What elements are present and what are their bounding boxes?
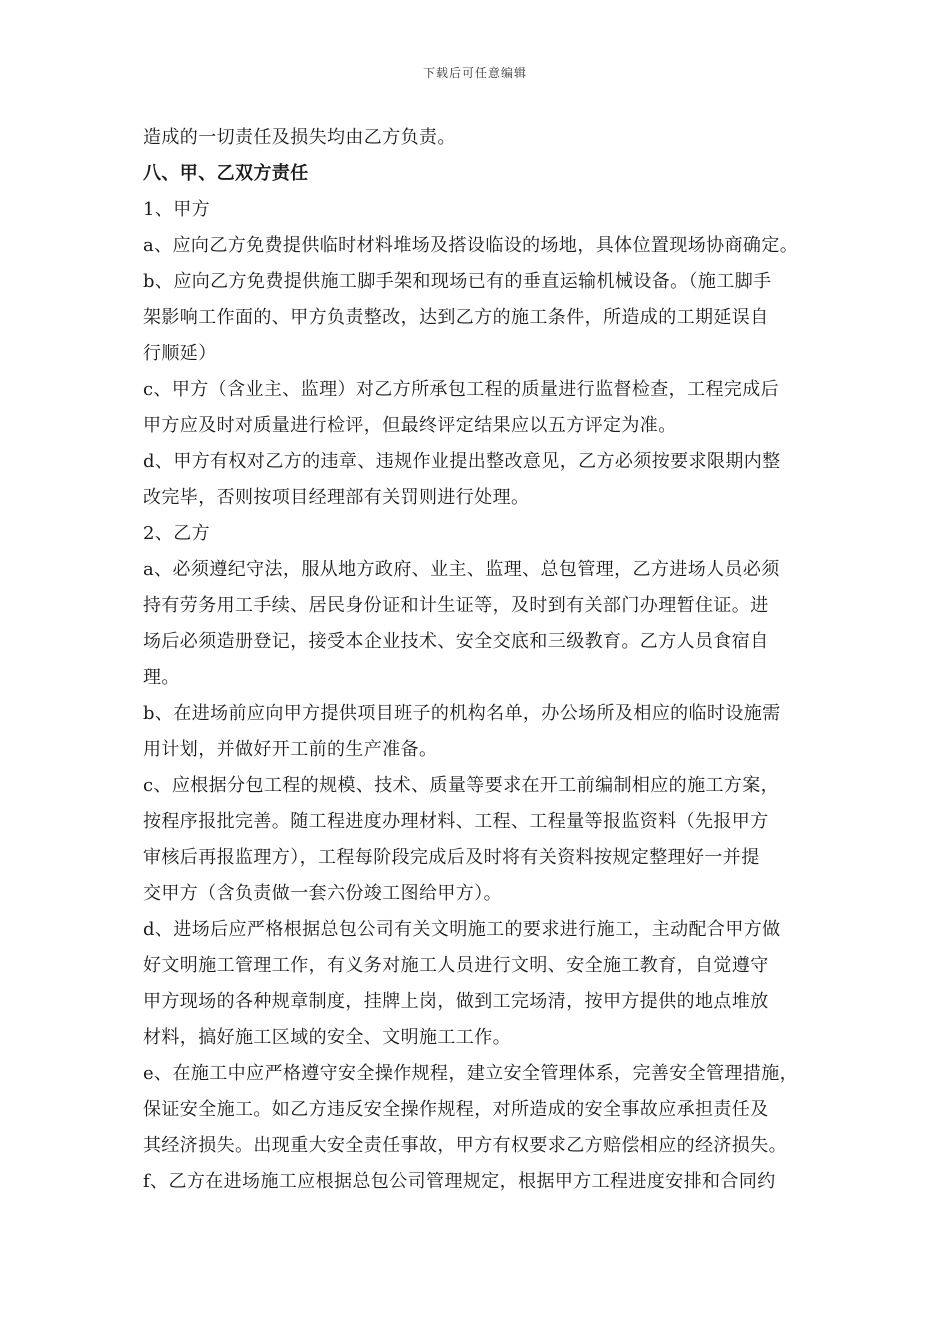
text-line: 其经济损失。出现重大安全责任事故，甲方有权要求乙方赔偿相应的经济损失。: [143, 1135, 787, 1156]
text-line: c、甲方（含业主、监理）对乙方所承包工程的质量进行监督检查，工程完成后: [143, 379, 780, 400]
text-line: a、必须遵纪守法，服从地方政府、业主、监理、总包管理，乙方进场人员必须: [143, 559, 780, 580]
text-line: 场后必须造册登记，接受本企业技术、安全交底和三级教育。乙方人员食宿自: [143, 631, 769, 652]
text-line: 甲方应及时对质量进行检评，但最终评定结果应以五方评定为准。: [143, 415, 677, 436]
text-line: 交甲方（含负责做一套六份竣工图给甲方）。: [143, 883, 502, 904]
text-line: a、应向乙方免费提供临时材料堆场及搭设临设的场地，具体位置现场协商确定。: [143, 235, 799, 256]
text-line: 造成的一切责任及损失均由乙方负责。: [143, 127, 456, 148]
text-line: b、应向乙方免费提供施工脚手架和现场已有的垂直运输机械设备。（施工脚手: [143, 271, 772, 292]
text-line: 理。: [143, 667, 180, 688]
text-line: d、进场后应严格根据总包公司有关文明施工的要求进行施工，主动配合甲方做: [143, 919, 781, 940]
header-note: 下载后可任意编辑: [422, 66, 527, 80]
text-line: 按程序报批完善。随工程进度办理材料、工程、工程量等报监资料（先报甲方: [143, 811, 769, 832]
section-heading: 八、甲、乙双方责任: [143, 163, 309, 184]
text-line: 审核后再报监理方），工程每阶段完成后及时将有关资料按规定整理好一并提: [143, 847, 760, 868]
text-line: e、在施工中应严格遵守安全操作规程，建立安全管理体系，完善安全管理措施，: [143, 1063, 799, 1084]
text-line: c、应根据分包工程的规模、技术、质量等要求在开工前编制相应的施工方案，: [143, 775, 780, 796]
text-line: b、在进场前应向甲方提供项目班子的机构名单，办公场所及相应的临时设施需: [143, 703, 781, 724]
subsection-heading: 1、甲方: [143, 199, 211, 220]
document-body: [143, 120, 815, 1200]
text-line: 好文明施工管理工作，有义务对施工人员进行文明、安全施工教育，自觉遵守: [143, 955, 769, 976]
text-line: 材料，搞好施工区域的安全、文明施工工作。: [143, 1027, 511, 1048]
text-line: f、乙方在进场施工应根据总包公司管理规定，根据甲方工程进度安排和合同约: [143, 1171, 776, 1192]
text-line: 架影响工作面的、甲方负责整改，达到乙方的施工条件，所造成的工期延误自: [143, 307, 769, 328]
text-line: 改完毕，否则按项目经理部有关罚则进行处理。: [143, 487, 530, 508]
text-line: 用计划，并做好开工前的生产准备。: [143, 739, 438, 760]
text-line: 甲方现场的各种规章制度，挂牌上岗，做到工完场清，按甲方提供的地点堆放: [143, 991, 769, 1012]
text-line: 行顺延）: [143, 343, 217, 364]
subsection-heading: 2、乙方: [143, 523, 211, 544]
text-line: 保证安全施工。如乙方违反安全操作规程，对所造成的安全事故应承担责任及: [143, 1099, 769, 1120]
text-line: d、甲方有权对乙方的违章、违规作业提出整改意见，乙方必须按要求限期内整: [143, 451, 781, 472]
text-line: 持有劳务用工手续、居民身份证和计生证等，及时到有关部门办理暂住证。进: [143, 595, 769, 616]
